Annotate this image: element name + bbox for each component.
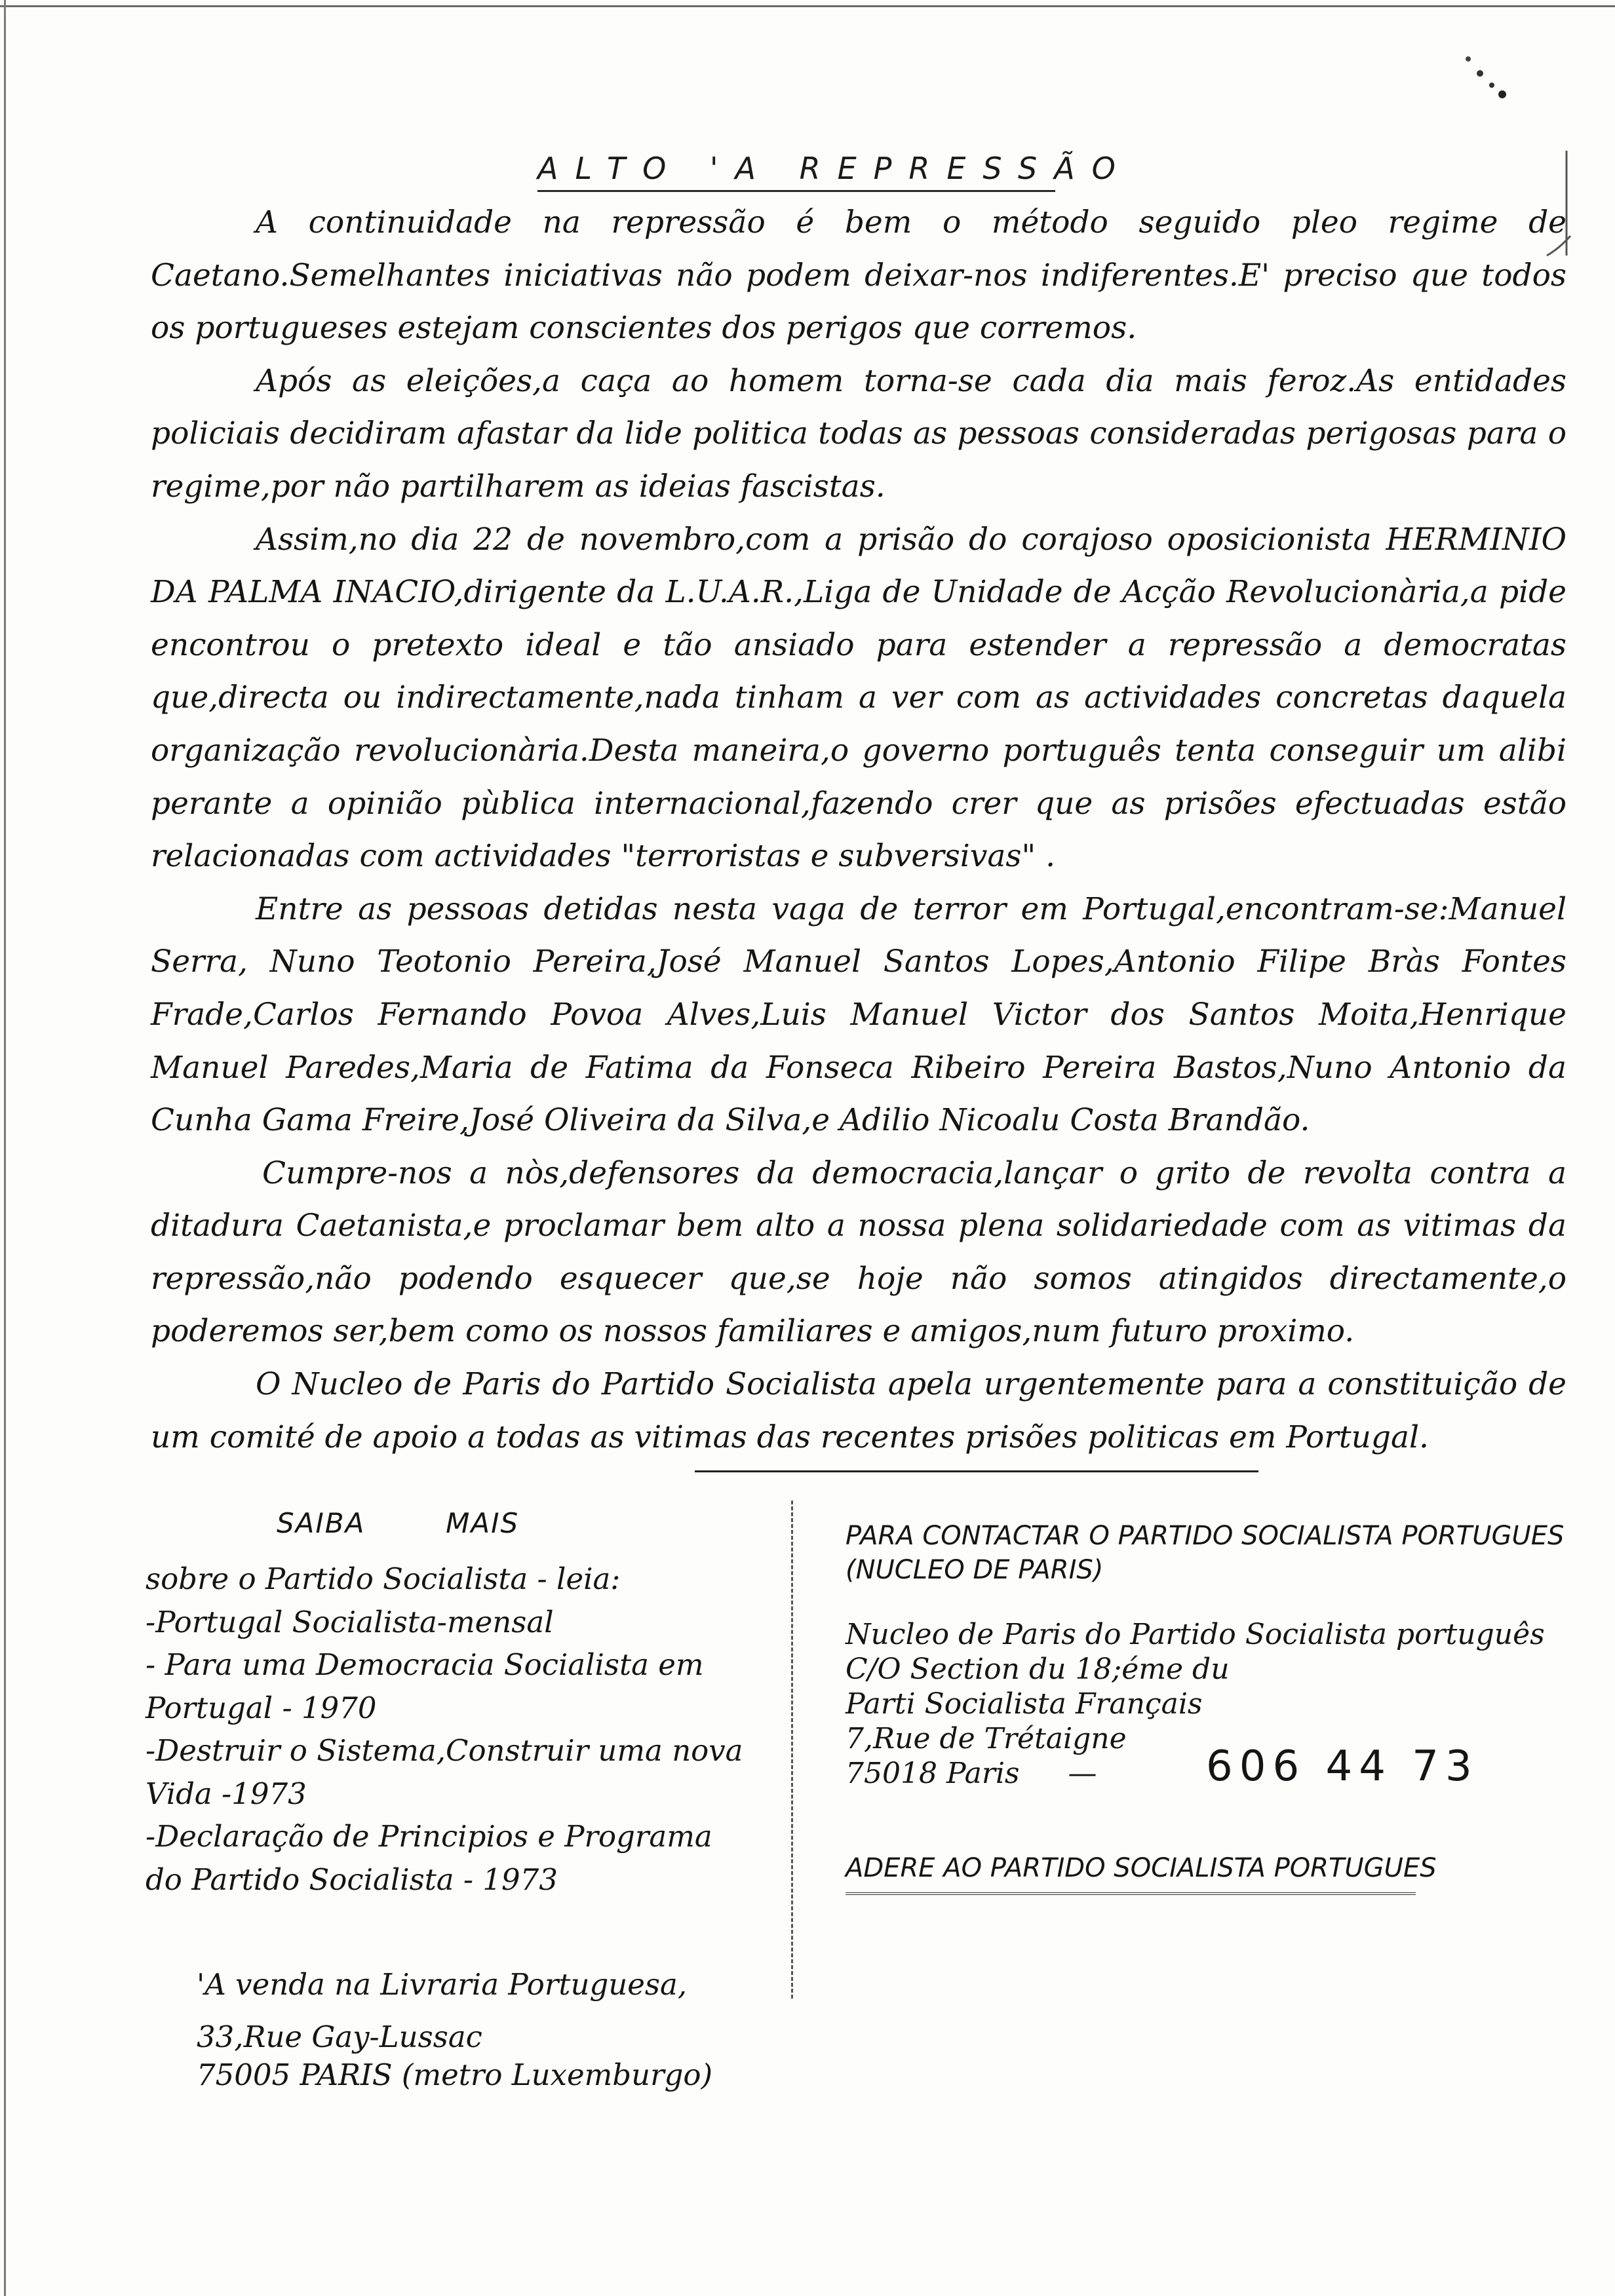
bookshop-line: 33,Rue Gay-Lussac	[197, 2019, 482, 2054]
address-line: Parti Socialista Français	[846, 1687, 1203, 1721]
reading-line: Portugal - 1970	[146, 1690, 377, 1725]
reading-heading	[277, 1507, 519, 1539]
handwritten-phone-number: 606 44 73	[1206, 1742, 1479, 1791]
reading-heading-word-2: MAIS	[446, 1507, 520, 1539]
paragraph-6: O Nucleo de Paris do Partido Socialista apela urgentemente para a constituição de um comité de apoio a todas as vitimas das recentes prisões politicas em Portugal.	[151, 1366, 1566, 1455]
section-separator	[695, 1470, 1258, 1472]
reading-line: Vida -1973	[146, 1776, 307, 1811]
reading-line: -Destruir o Sistema,Construir uma nova	[146, 1733, 743, 1768]
document-title: ALTO 'A REPRESSÃO	[537, 151, 1133, 186]
reading-line: do Partido Socialista - 1973	[146, 1862, 558, 1897]
title-underline	[537, 190, 1055, 192]
reading-line: - Para uma Democracia Socialista em	[146, 1647, 704, 1682]
city-dash: —	[1068, 1757, 1097, 1790]
address-line: 7,Rue de Trétaigne	[846, 1722, 1127, 1755]
bookshop-line: 'A venda na Livraria Portuguesa,	[197, 1967, 688, 2002]
contact-heading: PARA CONTACTAR O PARTIDO SOCIALISTA PORTUGUES	[846, 1521, 1565, 1551]
scan-left-edge	[4, 0, 6, 2296]
bookshop-address	[197, 1966, 712, 2094]
join-party-callout: ADERE AO PARTIDO SOCIALISTA PORTUGUES	[846, 1853, 1437, 1883]
city-row	[846, 1742, 1545, 1791]
paragraph-1: A continuidade na repressão é bem o método seguido pleo regime de Caetano.Semelhantes iniciativas não podem deixar-nos indiferentes.E' preciso que todos os portugueses estejam conscientes dos perigos que corremos.	[151, 204, 1566, 347]
contact-subheading: (NUCLEO DE PARIS)	[846, 1555, 1104, 1585]
bookshop-line: 75005 PARIS (metro Luxemburgo)	[197, 2057, 713, 2092]
address-line: Nucleo de Paris do Partido Socialista português	[846, 1618, 1545, 1651]
reading-line: sobre o Partido Socialista - leia:	[146, 1561, 621, 1596]
body-text	[151, 197, 1566, 1464]
contact-block	[846, 1519, 1580, 1883]
paragraph-2: Após as eleições,a caça ao homem torna-se cada dia mais feroz.As entidades policiais decidiram afastar da lide politica todas as pessoas consideradas perigosas para o regime,por não partilharem as ideias fascistas.	[151, 362, 1566, 505]
column-divider	[791, 1501, 793, 1999]
address-line: C/O Section du 18;éme du	[846, 1653, 1230, 1686]
reading-line: -Portugal Socialista-mensal	[146, 1604, 554, 1639]
join-underline	[846, 1892, 1416, 1895]
contact-address	[846, 1617, 1545, 1791]
paragraph-5: Cumpre-nos a nòs,defensores da democracia,lançar o grito de revolta contra a ditadura Caetanista,e proclamar bem alto a nossa plena solidariedade com as vitimas da repressão,não podendo esquecer que,se hoje não somos atingidos directamente,o poderemos ser,bem como os nossos familiares e amigos,num futuro proximo.	[151, 1155, 1566, 1350]
paragraph-4: Entre as pessoas detidas nesta vaga de terror em Portugal,encontram-se:Manuel Serra, Nuno Teotonio Pereira,José Manuel Santos Lopes,Antonio Filipe Bràs Fontes Frade,Carlos Fernando Povoa Alves,Luis Manuel Victor dos Santos Moita,Henrique Manuel Paredes,Maria de Fatima da Fonseca Ribeiro Pereira Bastos,Nuno Antonio da Cunha Gama Freire,José Oliveira da Silva,e Adilio Nicoalu Costa Brandão.	[151, 890, 1566, 1139]
reading-heading-word-1: SAIBA	[277, 1507, 366, 1539]
reading-lines	[146, 1559, 743, 1903]
scan-top-edge	[0, 5, 1615, 7]
paragraph-3: Assim,no dia 22 de novembro,com a prisão do corajoso oposicionista HERMINIO DA PALMA INACIO,dirigente da L.U.A.R.,Liga de Unidade de Acção Revolucionària,a pide encontrou o pretexto ideal e tão ansiado para estender a repressão a democratas que,directa ou indirectamente,nada tinham a ver com as actividades concretas daquela organização revolucionària.Desta maneira,o governo português tenta conseguir um alibi perante a opinião pùblica internacional,fazendo crer que as prisões efectuadas estão relacionadas com actividades "terroristas e subversivas" .	[151, 521, 1566, 875]
reading-line: -Declaração de Principios e Programa	[146, 1819, 712, 1854]
address-city: 75018 Paris	[846, 1757, 1020, 1790]
